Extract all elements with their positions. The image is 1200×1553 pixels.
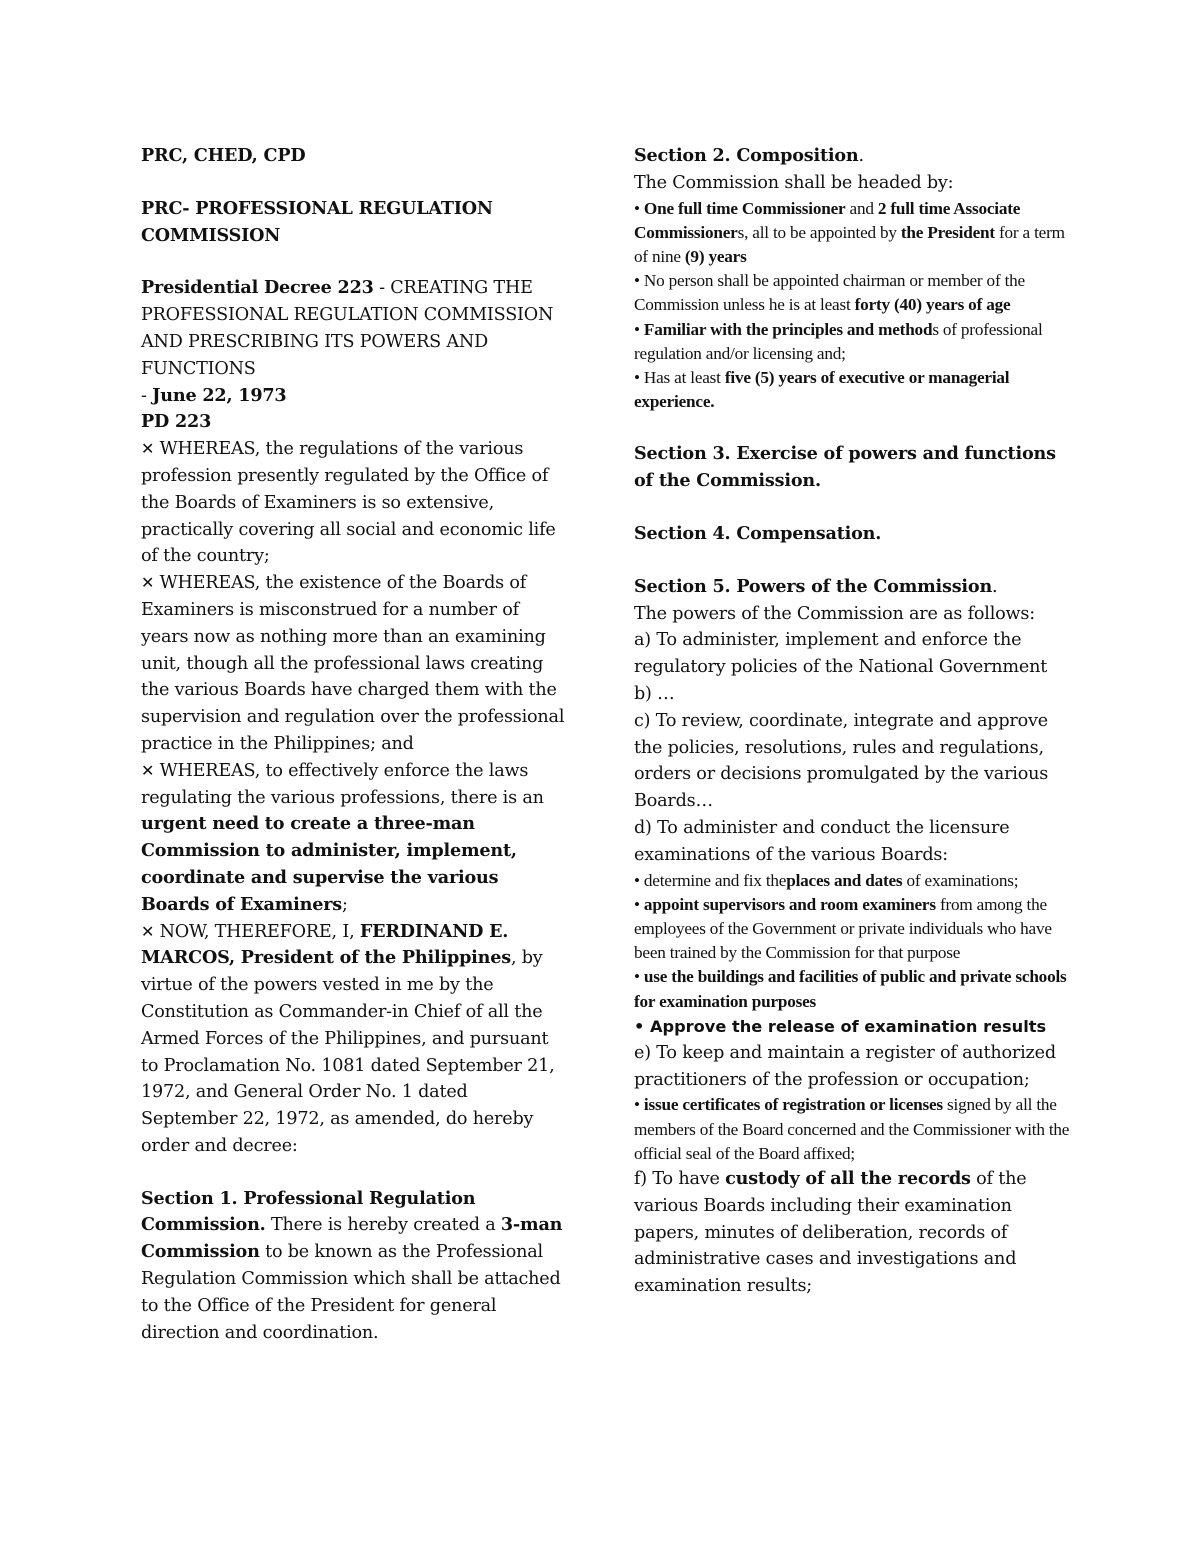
whereas-paragraph: ✕ WHEREAS, to effectively enforce the laws regulating the various professions, there is an urgent need to create a three-man Commission to administer, implement, coordinate and supervise the various Boards of Examiners;: [141, 760, 544, 915]
list-item: f) To have custody of all the records of the various Boards including their examination papers, minutes of deliberation, records of administrative cases and investigations and examination results;: [634, 1168, 1027, 1297]
section-2-intro: The Commission shall be headed by:: [634, 172, 954, 193]
list-item: • Approve the release of examination results: [634, 1016, 1047, 1036]
whereas-paragraph: ✕ WHEREAS, the regulations of the various profession presently regulated by the Office of the Boards of Examiners is so extensive, practically covering all social and economic life of the country;: [141, 439, 556, 567]
list-item: a) To administer, implement and enforce the regulatory policies of the National Government: [634, 630, 1048, 678]
x-bullet-icon: ✕: [141, 439, 155, 459]
list-item: d) To administer and conduct the licensure examinations of the various Boards:: [634, 817, 1010, 865]
list-item: c) To review, coordinate, integrate and approve the policies, resolutions, rules and regulations, orders or decisions promulgated by the various Boards…: [634, 710, 1049, 812]
list-item: • use the buildings and facilities of public and private schools for examination purposes: [634, 967, 1067, 1011]
x-bullet-icon: ✕: [141, 573, 155, 593]
list-item: • One full time Commissioner and 2 full time Associate Commissioners, all to be appointed by the President for a term of nine (9) years: [634, 198, 1065, 266]
section-4: Section 4. Compensation.: [634, 523, 882, 545]
list-item: • issue certificates of registration or licenses signed by all the members of the Board concerned and the Commissioner with the official seal of the Board affixed;: [634, 1095, 1070, 1163]
prc-heading: PRC- PROFESSIONAL REGULATION COMMISSION: [141, 197, 493, 246]
x-bullet-icon: ✕: [141, 760, 155, 780]
section-2-title: Section 2. Composition.: [634, 145, 864, 166]
whereas-paragraph: ✕ WHEREAS, the existence of the Boards of Examiners is misconstrued for a number of years now as nothing more than an examining unit, though all the professional laws creating the various Boards have charged them with the supervision and regulation over the professional practice in the Philippines; and: [141, 573, 565, 754]
section-5-title: Section 5. Powers of the Commission.: [634, 575, 998, 597]
pd-short: PD 223: [141, 411, 212, 433]
doc-heading: PRC, CHED, CPD: [141, 145, 306, 166]
list-item: b) …: [634, 684, 675, 704]
pd-title: Presidential Decree 223 - CREATING THE PROFESSIONAL REGULATION COMMISSION AND PRESCRIBING ITS POWERS AND FUNCTIONS: [141, 277, 554, 379]
decree-paragraph: ✕ NOW, THEREFORE, I, FERDINAND E. MARCOS, President of the Philippines, by virtue of the powers vested in me by the Constitution as Commander-in Chief of all the Armed Forces of the Philippines, and pursuant to Proclamation No. 1081 dated September 21, 1972, and General Order No. 1 dated September 22, 1972, as amended, do hereby order and decree:: [141, 920, 555, 1156]
list-item: • appoint supervisors and room examiners from among the employees of the Government or private individuals who have been trained by the Commission for that purpose: [634, 894, 1052, 963]
pd-date: - June 22, 1973: [141, 384, 287, 406]
left-column: [141, 143, 566, 1346]
list-item: • Has at least five (5) years of executive or managerial experience.: [634, 368, 1010, 412]
section-5-intro: The powers of the Commission are as follows:: [634, 603, 1035, 624]
x-bullet-icon: ✕: [141, 921, 155, 941]
section-3: Section 3. Exercise of powers and functions of the Commission.: [634, 443, 1056, 492]
section-1: Section 1. Professional Regulation Commission. There is hereby created a 3-man Commission to be known as the Professional Regulation Commission which shall be attached to the Office of the President for general direction and coordination.: [141, 1187, 563, 1343]
list-item: • determine and fix theplaces and dates of examinations;: [634, 870, 1019, 890]
list-item: • Familiar with the principles and methods of professional regulation and/or licensing and;: [634, 319, 1043, 363]
list-item: • No person shall be appointed chairman or member of the Commission unless he is at least forty (40) years of age: [634, 271, 1025, 315]
right-column: [634, 143, 1074, 1300]
list-item: e) To keep and maintain a register of authorized practitioners of the profession or occupation;: [634, 1042, 1056, 1090]
